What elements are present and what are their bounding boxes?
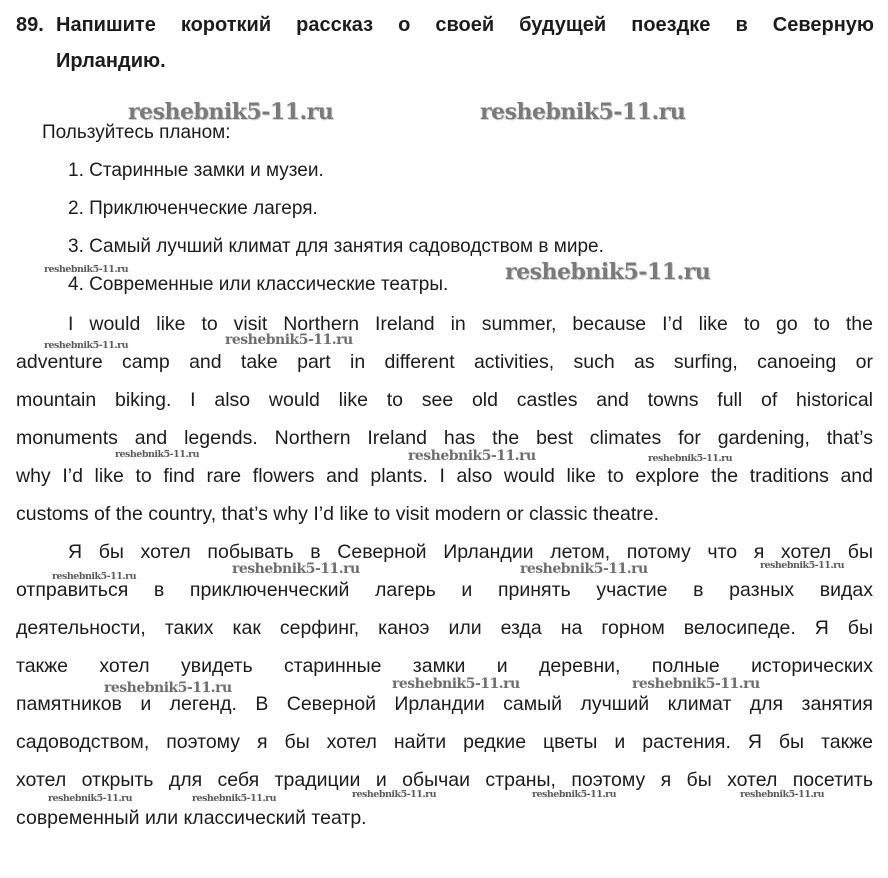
plan-item: 4. Современные или классические театры. (68, 274, 449, 295)
task-title: Напишите короткий рассказ о своей будущей поездке в Северную (56, 14, 874, 36)
watermark: reshebnik5-11.ru (532, 789, 617, 800)
watermark: reshebnik5-11.ru (115, 449, 200, 460)
watermark: reshebnik5-11.ru (104, 680, 232, 696)
paragraph-line: деятельности, таких как серфинг, каноэ или езда на горном велосипеде. Я бы (16, 617, 873, 639)
watermark: reshebnik5-11.ru (740, 789, 825, 800)
watermark: reshebnik5-11.ru (52, 571, 137, 582)
watermark: reshebnik5-11.ru (225, 332, 353, 348)
paragraph-line: хотел открыть для себя традиции и обычаи страны, поэтому я бы хотел посетить (16, 769, 873, 791)
paragraph-line: monuments and legends. Northern Ireland has the best climates for gardening, that’s (16, 427, 873, 449)
paragraph-line: customs of the country, that’s why I’d like to visit modern or classic theatre. (16, 503, 660, 525)
paragraph-line: I would like to visit Northern Ireland in summer, because I’d like to go to the (68, 313, 873, 335)
watermark: reshebnik5-11.ru (480, 99, 686, 125)
plan-intro: Пользуйтесь планом: (42, 122, 231, 143)
paragraph-line: памятников и легенд. В Северной Ирландии самый лучший климат для занятия (16, 693, 873, 715)
plan-item: 2. Приключенческие лагеря. (68, 198, 318, 219)
watermark: reshebnik5-11.ru (232, 561, 360, 577)
watermark: reshebnik5-11.ru (128, 99, 334, 125)
plan-item: 3. Самый лучший климат для занятия садоводством в мире. (68, 236, 604, 257)
watermark: reshebnik5-11.ru (44, 264, 129, 275)
plan-list (68, 158, 604, 310)
task-number: 89. (16, 14, 44, 36)
watermark: reshebnik5-11.ru (648, 453, 733, 464)
plan-item: 1. Старинные замки и музеи. (68, 160, 324, 181)
paragraph-line: adventure camp and take part in different activities, such as surfing, canoeing or (16, 351, 873, 373)
paragraph-line: Я бы хотел побывать в Северной Ирландии летом, потому что я хотел бы (68, 541, 873, 563)
watermark: reshebnik5-11.ru (44, 340, 129, 351)
watermark: reshebnik5-11.ru (408, 448, 536, 464)
task-header (16, 8, 874, 72)
watermark: reshebnik5-11.ru (192, 793, 277, 804)
paragraph-line: mountain biking. I also would like to see old castles and towns full of historical (16, 389, 873, 411)
paragraph-line: также хотел увидеть старинные замки и деревни, полные исторических (16, 655, 873, 677)
watermark: reshebnik5-11.ru (520, 561, 648, 577)
task-title-continuation: Ирландию. (56, 50, 166, 72)
watermark: reshebnik5-11.ru (352, 789, 437, 800)
watermark: reshebnik5-11.ru (760, 560, 845, 571)
paragraph-line: отправиться в приключенческий лагерь и принять участие в разных видах (16, 579, 873, 601)
watermark: reshebnik5-11.ru (632, 676, 760, 692)
paragraph-line: why I’d like to find rare flowers and plants. I also would like to explore the traditions and (16, 465, 873, 487)
paragraph-line: садоводством, поэтому я бы хотел найти редкие цветы и растения. Я бы также (16, 731, 873, 753)
watermark: reshebnik5-11.ru (392, 676, 520, 692)
watermark: reshebnik5-11.ru (505, 259, 711, 285)
paragraph-line: современный или классический театр. (16, 807, 367, 829)
watermark: reshebnik5-11.ru (48, 793, 133, 804)
english-answer-paragraph (16, 305, 873, 533)
russian-translation-paragraph (16, 533, 873, 837)
